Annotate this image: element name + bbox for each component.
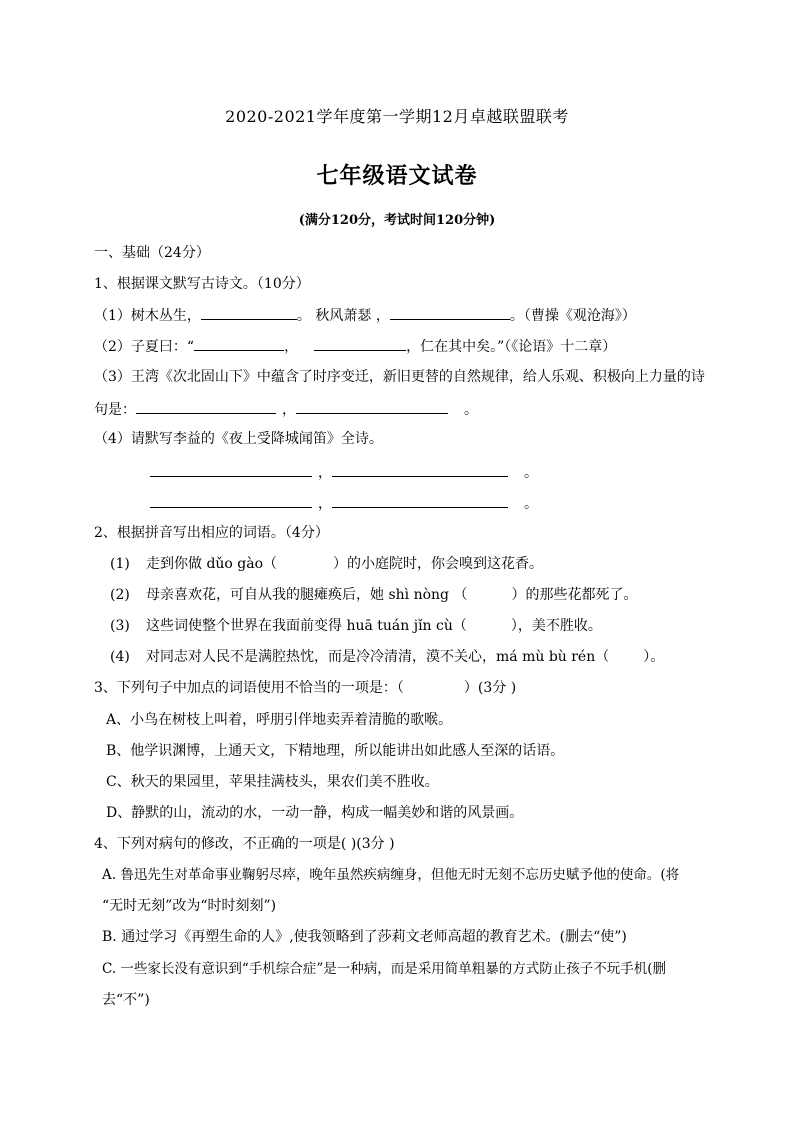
q1-4-comma: ， xyxy=(318,465,332,481)
q2-item-text-b: ）。 xyxy=(643,649,665,665)
answer-blank[interactable] xyxy=(314,335,406,351)
q4-option-a-line2: “无时无刻”改为“时时刻刻”) xyxy=(102,898,277,914)
q1-item-1 xyxy=(94,304,794,326)
answer-blank[interactable] xyxy=(296,398,448,414)
q1-1-text-b: 。 秋风萧瑟 ， xyxy=(296,308,390,324)
q1-3-text-a: 句是： xyxy=(94,402,136,418)
answer-blank[interactable] xyxy=(332,492,508,508)
q3-option-a: A、小鸟在树枝上叫着，呼朋引伴地卖弄着清脆的歌喉。 xyxy=(106,712,453,728)
q2-item xyxy=(110,554,794,574)
q2-item xyxy=(110,616,794,636)
q1-2-text-c: ，仁在其中矣。”（《论语》十二章） xyxy=(406,339,617,355)
answer-blank[interactable] xyxy=(194,335,284,351)
q2-item-text-a: 走到你做 dǔo gào（ xyxy=(146,556,278,572)
q3-title-b: ）(3分 ) xyxy=(463,680,517,696)
q1-item-3-line1: （3）王湾《次北固山下》中蕴含了时序变迁，新旧更替的自然规律，给人乐观、积极向上力量的诗 xyxy=(94,369,705,385)
q3-option-d: D、静默的山，流动的水，一动一静，构成一幅美妙和谐的风景画。 xyxy=(106,805,524,821)
answer-blank[interactable] xyxy=(150,461,312,477)
q3-option-b: B、他学识渊博，上通天文，下精地理，所以能讲出如此感人至深的话语。 xyxy=(106,743,565,759)
q3-option-c: C、秋天的果园里，苹果挂满枝头，果农们美不胜收。 xyxy=(106,774,439,790)
q1-item-4-line1 xyxy=(150,461,794,483)
q2-item-text-a: 对同志对人民不是满腔热忱，而是冷冷清清，漠不关心，má mù bù rén（ xyxy=(146,649,610,665)
answer-blank[interactable] xyxy=(150,492,312,508)
q2-item-text-a: 这些词使整个世界在我面前变得 huā tuán jǐn cù（ xyxy=(146,618,467,634)
q2-item-text-b: ）的那些花都死了。 xyxy=(511,587,638,603)
q1-4-comma: ， xyxy=(318,496,332,512)
q2-item-number: (3) xyxy=(110,618,130,634)
q4-option-a-line1: A. 鲁迅先生对革命事业鞠躬尽瘁，晚年虽然疾病缠身，但他无时无刻不忘历史赋予他的使命。(将 xyxy=(102,867,680,883)
q1-item-2 xyxy=(94,335,794,357)
exam-title: 2020-2021学年度第一学期12月卓越联盟联考 xyxy=(225,107,569,126)
q1-item-3-line2 xyxy=(94,398,794,420)
q2-item-text-b: ），美不胜收。 xyxy=(510,618,602,634)
q1-3-text-c: 。 xyxy=(464,402,478,418)
q4-option-c-line2: 去“不”) xyxy=(102,992,150,1008)
answer-blank[interactable] xyxy=(332,461,508,477)
q2-item-text-a: 母亲喜欢花，可自从我的腿瘫痪后，她 shì nòng （ xyxy=(146,587,468,603)
q2-item-number: (1) xyxy=(110,556,130,572)
score-note: (满分120分，考试时间120分钟) xyxy=(298,213,496,228)
q1-2-text-a: （2）子夏曰：“ xyxy=(94,339,195,355)
question-3-title xyxy=(94,678,794,698)
q4-option-c-line1: C. 一些家长没有意识到“手机综合症”是一种病，而是采用简单粗暴的方式防止孩子不玩手机(删 xyxy=(102,961,666,977)
paper-subtitle: 七年级语文试卷 xyxy=(316,163,478,189)
question-2-title: 2、根据拼音写出相应的词语。（4分） xyxy=(94,525,329,541)
answer-blank[interactable] xyxy=(201,304,297,320)
q2-item-text-b: ）的小庭院时，你会嗅到这花香。 xyxy=(333,556,544,572)
answer-blank[interactable] xyxy=(136,398,276,414)
question-4-title: 4、下列对病句的修改，不正确的一项是( )(3分 ) xyxy=(94,836,395,852)
q1-3-text-b: ， xyxy=(282,402,296,418)
answer-blank[interactable] xyxy=(390,304,510,320)
q2-item-number: (2) xyxy=(110,587,130,603)
section-title: 一、基础（24分） xyxy=(94,245,210,261)
q1-1-text-c: 。（曹操《观沧海》） xyxy=(509,308,636,324)
q2-item xyxy=(110,585,794,605)
q1-1-text-a: （1）树木丛生， xyxy=(94,308,201,324)
q1-2-text-b: ， xyxy=(284,339,299,355)
q1-item-4-line2 xyxy=(150,492,794,514)
q3-title-a: 3、下列句子中加点的词语使用不恰当的一项是：（ xyxy=(94,680,404,696)
question-1-title: 1、根据课文默写古诗文。（10分） xyxy=(94,276,310,292)
q1-item-4-title: （4）请默写李益的《夜上受降城闻笛》全诗。 xyxy=(94,431,383,447)
q4-option-b: B. 通过学习《再塑生命的人》,使我领略到了莎莉文老师高超的教育艺术。(删去“使”) xyxy=(102,929,627,945)
q2-item-number: (4) xyxy=(110,649,130,665)
q1-4-period: 。 xyxy=(524,496,538,512)
q1-4-period: 。 xyxy=(524,465,538,481)
q2-item xyxy=(110,647,794,667)
